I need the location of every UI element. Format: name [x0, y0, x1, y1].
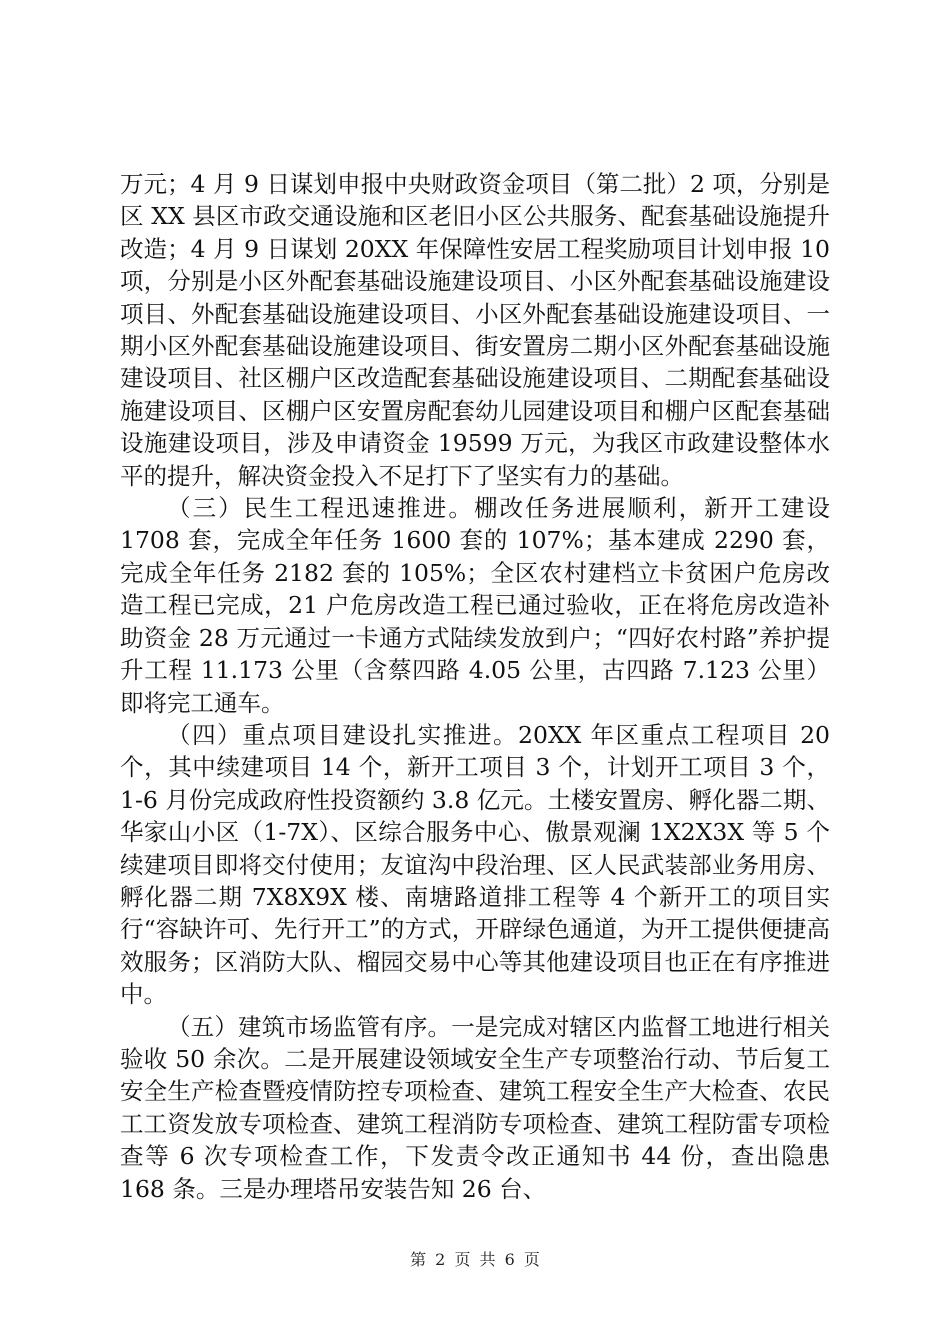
paragraph-market-supervision: （五）建筑市场监管有序。一是完成对辖区内监督工地进行相关验收 50 余次。二是开展建设领域安全生产专项整治行动、节后复工安全生产检查暨疫情防控专项检查、建筑工程安全生产大检查、农民工工资发放专项检查、建筑工程消防专项检查、建筑工程防雷专项检查等 6 次专项检查工作，下发责令改正通知书 44 份，查出隐患 168 条。三是办理塔吊安装告知 26 台、: [120, 1012, 830, 1203]
paragraph-livelihood-projects: （三）民生工程迅速推进。棚改任务进展顺利，新开工建设 1708 套，完成全年任务 1600 套的 107%；基本建成 2290 套，完成全年任务 2182 套的 105%；全区农村建档立卡贫困户危房改造工程已完成，21 户危房改造工程已通过验收，正在将危房改造补助资金 28 万元通过一卡通方式陆续发放到户；“四好农村路”养护提升工程 11.173 公里（含蔡四路 4.05 公里，古四路 7.123 公里）即将完工通车。: [120, 494, 830, 717]
document-body: [120, 168, 830, 1205]
paragraph-funding-projects: 万元；4 月 9 日谋划申报中央财政资金项目（第二批）2 项，分别是区 XX 县区市政交通设施和区老旧小区公共服务、配套基础设施提升改造；4 月 9 日谋划 20XX 年保障性安居工程奖励项目计划申报 10 项，分别是小区外配套基础设施建设项目、小区外配套基础设施建设项目、外配套基础设施建设项目、小区外配套基础设施建设项目、一期小区外配套基础设施建设项目、街安置房二期小区外配套基础设施建设项目、社区棚户区改造配套基础设施建设项目、二期配套基础设施建设项目、区棚户区安置房配套幼儿园建设项目和棚户区配套基础设施建设项目，涉及申请资金 19599 万元，为我区市政建设整体水平的提升，解决资金投入不足打下了坚实有力的基础。: [120, 170, 830, 490]
paragraph-key-projects: （四）重点项目建设扎实推进。20XX 年区重点工程项目 20 个，其中续建项目 14 个，新开工项目 3 个，计划开工项目 3 个，1-6 月份完成政府性投资额约 3.8 亿元。土楼安置房、孵化器二期、华家山小区（1-7X）、区综合服务中心、傲景观澜 1X2X3X 等 5 个续建项目即将交付使用；友谊沟中段治理、区人民武装部业务用房、孵化器二期 7X8X9X 楼、南塘路道排工程等 4 个新开工的项目实行“容缺许可、先行开工”的方式，开辟绿色通道，为开工提供便捷高效服务；区消防大队、榴园交易中心等其他建设项目也正在有序推进中。: [120, 720, 830, 1009]
page-number-footer: 第 2 页 共 6 页: [410, 1250, 540, 1269]
